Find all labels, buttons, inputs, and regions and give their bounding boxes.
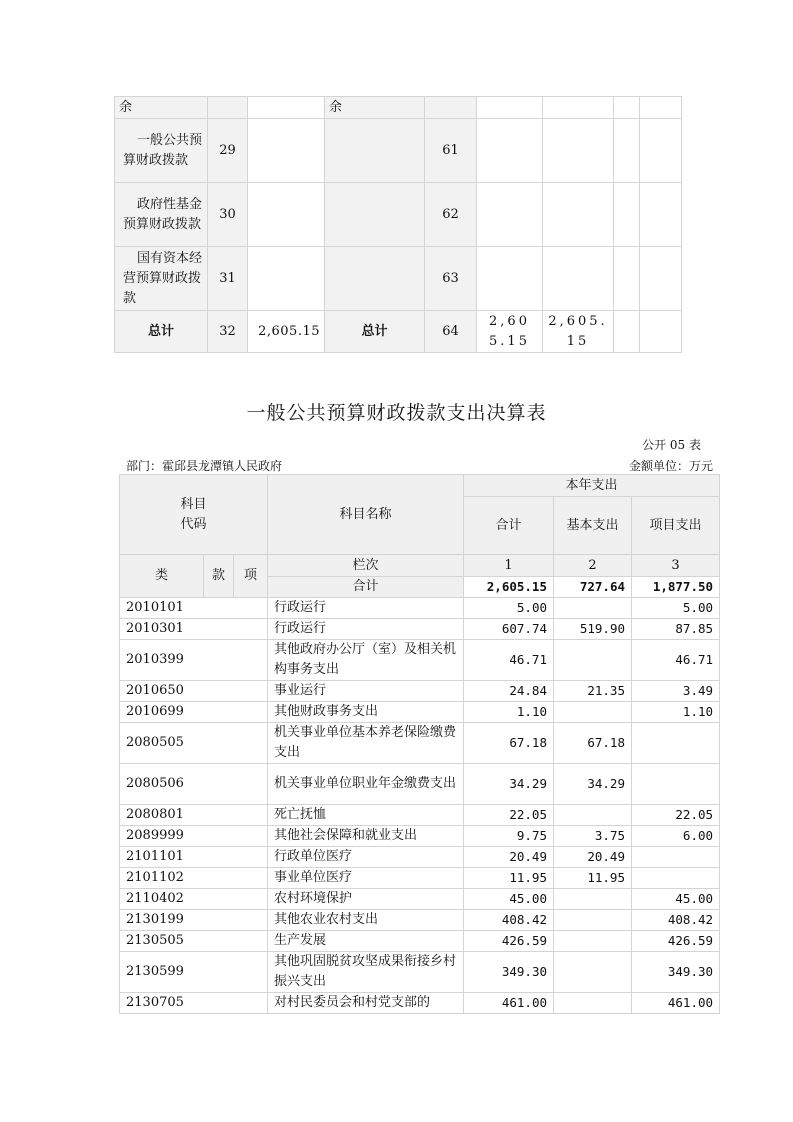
total-line-no: 32 <box>208 311 248 353</box>
expenditure-table <box>119 474 720 1014</box>
subject-code: 2089999 <box>120 826 268 847</box>
carryover-value <box>543 97 614 119</box>
total-label-2: 总计 <box>325 311 425 353</box>
table-row <box>120 764 720 805</box>
subject-code: 2010101 <box>120 598 268 619</box>
subject-name: 其他财政事务支出 <box>268 702 464 723</box>
header-total: 合计 <box>464 497 554 555</box>
header-column-no: 栏次 <box>268 555 464 577</box>
amount-total: 46.71 <box>464 640 554 681</box>
amount-basic: 11.95 <box>554 868 632 889</box>
carryover-item-name-2 <box>325 247 425 311</box>
carryover-item-name: 国有资本经营预算财政拨款 <box>115 247 208 311</box>
subject-name: 其他社会保障和就业支出 <box>268 826 464 847</box>
header-xiang: 项 <box>234 555 268 598</box>
carryover-item-name-2 <box>325 119 425 183</box>
amount-basic <box>554 598 632 619</box>
amount-basic <box>554 993 632 1014</box>
table-row <box>120 640 720 681</box>
carryover-row <box>115 247 682 311</box>
subject-code: 2010699 <box>120 702 268 723</box>
carryover-item-name: 政府性基金预算财政拨款 <box>115 183 208 247</box>
carryover-value <box>640 183 682 247</box>
amount-basic <box>554 931 632 952</box>
amount-project <box>632 847 720 868</box>
table-row <box>120 619 720 640</box>
subject-name: 其他政府办公厅（室）及相关机构事务支出 <box>268 640 464 681</box>
carryover-value <box>614 247 640 311</box>
amount-total: 20.49 <box>464 847 554 868</box>
table-row <box>120 723 720 764</box>
carryover-line-no: 31 <box>208 247 248 311</box>
amount-project: 87.85 <box>632 619 720 640</box>
amount-basic <box>554 805 632 826</box>
table-row <box>120 889 720 910</box>
carryover-row <box>115 119 682 183</box>
subject-code: 2010399 <box>120 640 268 681</box>
subject-name: 其他巩固脱贫攻坚成果衔接乡村振兴支出 <box>268 952 464 993</box>
carryover-total-row <box>115 311 682 353</box>
carryover-value <box>614 119 640 183</box>
amount-project: 46.71 <box>632 640 720 681</box>
subject-code: 2101101 <box>120 847 268 868</box>
carryover-value <box>543 119 614 183</box>
subject-name: 行政运行 <box>268 598 464 619</box>
subject-code: 2080801 <box>120 805 268 826</box>
subject-name: 对村民委员会和村党支部的 <box>268 993 464 1014</box>
amount-total: 607.74 <box>464 619 554 640</box>
header-col1: 1 <box>464 555 554 577</box>
table-row <box>120 993 720 1014</box>
header-name: 科目名称 <box>268 475 464 555</box>
amount-project <box>632 764 720 805</box>
page-title: 一般公共预算财政拨款支出决算表 <box>246 402 547 424</box>
subject-code: 2010301 <box>120 619 268 640</box>
amount-basic <box>554 640 632 681</box>
subject-code: 2080506 <box>120 764 268 805</box>
header-lei: 类 <box>120 555 204 598</box>
sum-basic: 727.64 <box>554 577 632 598</box>
subject-name: 行政运行 <box>268 619 464 640</box>
carryover-value <box>477 247 543 311</box>
amount-total: 24.84 <box>464 681 554 702</box>
total-amount-c1: 2,605.15 <box>477 311 543 353</box>
carryover-value <box>640 97 682 119</box>
carryover-line-no: 29 <box>208 119 248 183</box>
carryover-table <box>114 96 682 353</box>
carryover-value <box>477 183 543 247</box>
subject-name: 生产发展 <box>268 931 464 952</box>
amount-total: 461.00 <box>464 993 554 1014</box>
carryover-line-no-2: 62 <box>425 183 477 247</box>
amount-basic <box>554 910 632 931</box>
amount-total: 34.29 <box>464 764 554 805</box>
carryover-line-no-2 <box>425 97 477 119</box>
total-empty <box>640 311 682 353</box>
header-project: 项目支出 <box>632 497 720 555</box>
table-row <box>120 910 720 931</box>
amount-basic: 20.49 <box>554 847 632 868</box>
carryover-value <box>640 119 682 183</box>
carryover-value <box>640 247 682 311</box>
subject-name: 死亡抚恤 <box>268 805 464 826</box>
header-basic: 基本支出 <box>554 497 632 555</box>
amount-basic <box>554 952 632 993</box>
carryover-value <box>614 97 640 119</box>
subject-name: 农村环境保护 <box>268 889 464 910</box>
carryover-line-no-2: 63 <box>425 247 477 311</box>
amount-total: 426.59 <box>464 931 554 952</box>
table-row <box>120 681 720 702</box>
amount-basic: 34.29 <box>554 764 632 805</box>
amount-project: 45.00 <box>632 889 720 910</box>
table-row <box>120 868 720 889</box>
amount-project: 5.00 <box>632 598 720 619</box>
subject-name: 事业单位医疗 <box>268 868 464 889</box>
sum-label: 合计 <box>268 577 464 598</box>
amount-basic <box>554 889 632 910</box>
carryover-amount <box>248 97 325 119</box>
subject-code: 2130199 <box>120 910 268 931</box>
amount-total: 22.05 <box>464 805 554 826</box>
carryover-amount <box>248 119 325 183</box>
total-label: 总计 <box>115 311 208 353</box>
amount-project: 461.00 <box>632 993 720 1014</box>
amount-project: 349.30 <box>632 952 720 993</box>
amount-project: 408.42 <box>632 910 720 931</box>
table-row <box>120 805 720 826</box>
header-col2: 2 <box>554 555 632 577</box>
amount-project <box>632 723 720 764</box>
amount-project: 1.10 <box>632 702 720 723</box>
amount-project: 3.49 <box>632 681 720 702</box>
header-year-expense: 本年支出 <box>464 475 720 497</box>
subject-name: 其他农业农村支出 <box>268 910 464 931</box>
amount-total: 349.30 <box>464 952 554 993</box>
total-amount-c2: 2,605.15 <box>543 311 614 353</box>
sum-total: 2,605.15 <box>464 577 554 598</box>
subject-name: 机关事业单位职业年金缴费支出 <box>268 764 464 805</box>
carryover-value <box>614 183 640 247</box>
carryover-row <box>115 183 682 247</box>
amount-total: 1.10 <box>464 702 554 723</box>
amount-total: 5.00 <box>464 598 554 619</box>
total-line-no-2: 64 <box>425 311 477 353</box>
subject-code: 2010650 <box>120 681 268 702</box>
subject-name: 事业运行 <box>268 681 464 702</box>
amount-basic <box>554 702 632 723</box>
subject-code: 2080505 <box>120 723 268 764</box>
amount-basic: 67.18 <box>554 723 632 764</box>
table-row <box>120 702 720 723</box>
subject-code: 2101102 <box>120 868 268 889</box>
header-col3: 3 <box>632 555 720 577</box>
table-row <box>120 826 720 847</box>
amount-project: 6.00 <box>632 826 720 847</box>
department-label: 部门：霍邱县龙潭镇人民政府 <box>126 459 283 473</box>
table-row <box>120 931 720 952</box>
unit-label: 金额单位：万元 <box>628 459 713 473</box>
carryover-line-no: 30 <box>208 183 248 247</box>
amount-project: 22.05 <box>632 805 720 826</box>
subject-code: 2130705 <box>120 993 268 1014</box>
subject-code: 2110402 <box>120 889 268 910</box>
table-row <box>120 598 720 619</box>
form-number: 公开 05 表 <box>642 438 701 452</box>
carryover-value <box>543 183 614 247</box>
carryover-value <box>477 119 543 183</box>
carryover-amount <box>248 247 325 311</box>
carryover-item-name-2 <box>325 183 425 247</box>
amount-basic: 519.90 <box>554 619 632 640</box>
carryover-item-name: 一般公共预算财政拨款 <box>115 119 208 183</box>
total-empty <box>614 311 640 353</box>
table-row <box>120 952 720 993</box>
amount-basic: 3.75 <box>554 826 632 847</box>
amount-total: 9.75 <box>464 826 554 847</box>
carryover-item-name-2: 余 <box>325 97 425 119</box>
amount-project <box>632 868 720 889</box>
table-row <box>120 847 720 868</box>
subject-code: 2130505 <box>120 931 268 952</box>
carryover-line-no <box>208 97 248 119</box>
amount-total: 67.18 <box>464 723 554 764</box>
subject-name: 行政单位医疗 <box>268 847 464 868</box>
carryover-row <box>115 97 682 119</box>
carryover-amount <box>248 183 325 247</box>
header-kuan: 款 <box>204 555 234 598</box>
amount-total: 408.42 <box>464 910 554 931</box>
carryover-value <box>543 247 614 311</box>
subject-name: 机关事业单位基本养老保险缴费支出 <box>268 723 464 764</box>
header-code: 科目 代码 <box>120 475 268 555</box>
amount-total: 45.00 <box>464 889 554 910</box>
carryover-value <box>477 97 543 119</box>
sum-project: 1,877.50 <box>632 577 720 598</box>
amount-basic: 21.35 <box>554 681 632 702</box>
total-amount: 2,605.15 <box>248 311 325 353</box>
subject-code: 2130599 <box>120 952 268 993</box>
amount-total: 11.95 <box>464 868 554 889</box>
carryover-line-no-2: 61 <box>425 119 477 183</box>
carryover-item-name: 余 <box>115 97 208 119</box>
amount-project: 426.59 <box>632 931 720 952</box>
